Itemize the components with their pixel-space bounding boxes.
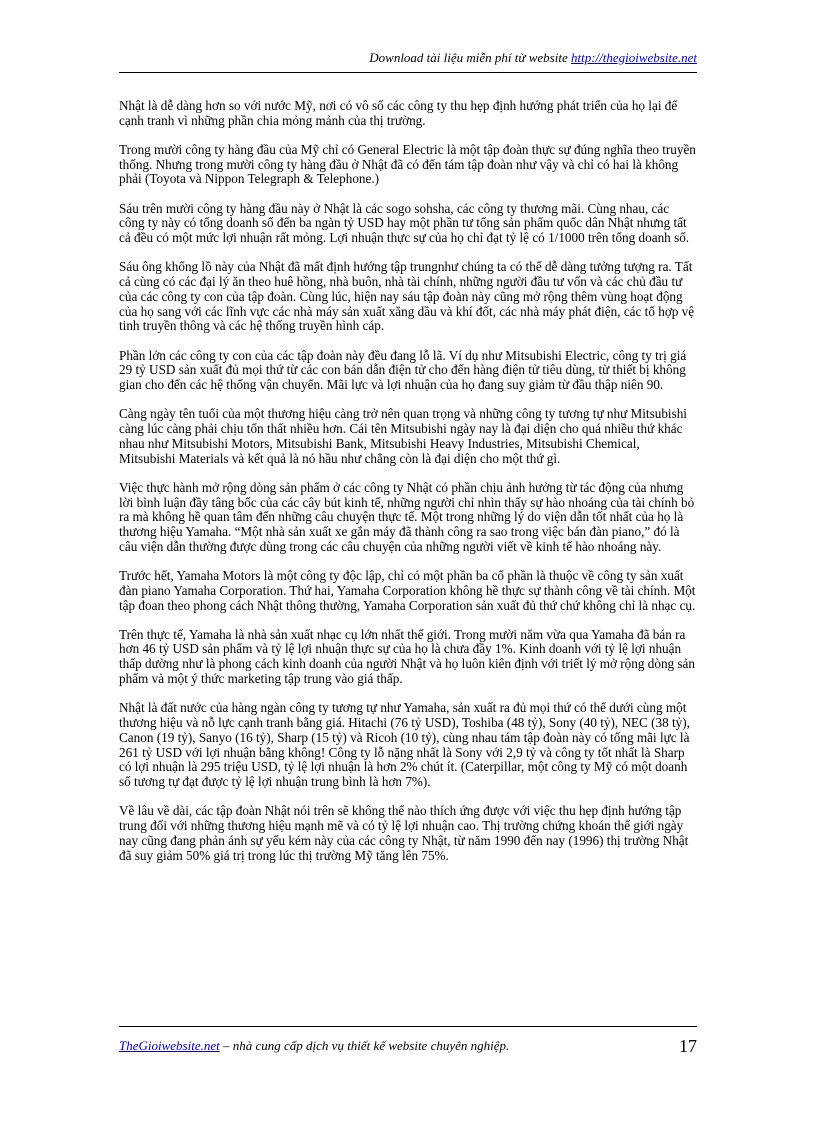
page-header (119, 50, 697, 66)
page-footer (119, 1038, 697, 1054)
header-website-link[interactable]: http://thegioiwebsite.net (570, 50, 697, 65)
paragraph: Trên thực tế, Yamaha là nhà sản xuất nhạc cụ lớn nhất thế giới. Trong mười năm vừa qua Yamaha đã bán ra hơn 46 tỷ USD sản phẩm và tỷ lệ lợi nhuận thực sự của họ là chưa đầy 1%. Kinh doanh với tỷ lệ lợi nhuận thấp dường như là phong cách kinh doanh của người Nhật và họ luôn kiên định với triết lý mở rộng dòng sản phẩm và một ý thức marketing tập trung vào giá thấp. (119, 626, 696, 687)
paragraph: Càng ngày tên tuổi của một thương hiệu càng trở nên quan trọng và những công ty tương tự như Mitsubishi càng lúc càng phải chịu tổn thất nhiều hơn. Cái tên Mitsubishi ngày nay là đại diện cho quá nhiều thứ khác nhau như Mitsubishi Motors, Mitsubishi Bank, Mitsubishi Heavy Industries, Mitsubishi Chemical, Mitsubishi Materials và kết quả là nó hầu như chẳng còn là đại diện cho một thứ gì. (119, 406, 687, 466)
page-number: 17 (679, 1036, 697, 1056)
paragraph: Về lâu về dài, các tập đoàn Nhật nói trên sẽ không thể nào thích ứng được với việc thu hẹp định hướng tập trung đối với những thương hiệu mạnh mẽ và có tỷ lệ lợi nhuận cao. Thị trường chứng khoán thế giới ngày nay cũng đang phản ánh sự yếu kém này của các công ty Nhật, từ năm 1990 đến nay (1996) thị trường Nhật đã suy giảm 50% giá trị trong lúc thị trường Mỹ tăng lên 75%. (119, 803, 689, 863)
paragraph: Nhật là đất nước của hàng ngàn công ty tương tự như Yamaha, sản xuất ra đủ mọi thứ có thể dưới cùng một thương hiệu và nỗ lực cạnh tranh bằng giá. Hitachi (76 tỷ USD), Toshiba (48 tỷ), Sony (40 tỷ), NEC (38 tỷ), Canon (19 tỷ), Sanyo (16 tỷ), Sharp (15 tỷ) và Ricoh (10 tỷ), cùng nhau tám tập đoàn này có tổng mãi lực là 261 tỷ USD với lợi nhuận bằng không! Công ty lỗ nặng nhất là Sony với 2,9 tỷ và công ty tốt nhất là Sharp có lợi nhuận là 295 triệu USD, tỷ lệ lợi nhuận là hơn 2% chút ít. (Caterpillar, một công ty Mỹ có một doanh số tương tự đạt được tỷ lệ lợi nhuận trung bình là hơn 7%). (119, 700, 690, 790)
footer-divider (119, 1026, 697, 1027)
footer-website-link[interactable]: TheGioiwebsite.net (119, 1038, 220, 1053)
footer-text: – nhà cung cấp dịch vụ thiết kế website chuyên nghiệp. (219, 1038, 510, 1053)
paragraph: Trước hết, Yamaha Motors là một công ty độc lập, chỉ có một phần ba cổ phần là thuộc về công ty sản xuất đàn piano Yamaha Corporation. Thứ hai, Yamaha Corporation không hề thực sự thành công về tài chính. Một tập đoan theo phong cách Nhật thông thường, Yamaha Corporation sản xuất đủ thứ chứ không chỉ là nhạc cụ. (119, 568, 696, 613)
paragraph: Việc thực hành mở rộng dòng sản phẩm ở các công ty Nhật có phần chịu ảnh hưởng từ tác động của nhưng lời bình luận đầy tâng bốc của các cây bút kinh tế, những người chỉ nhìn thấy sự hào nhoáng của tài chính bỏ ra mà không hề quan tâm đến những câu chuyện thực tế. Một trong những lý do viện dẫn tốt nhất của họ là thương hiệu Yamaha. “Một nhà sản xuất xe gắn máy đã thành công ra sao trong việc bán đàn piano,” đó là câu viện dẫn thường được dùng trong các câu chuyện của những người viết về kinh tế hào nhoáng này. (119, 479, 695, 554)
header-divider (119, 72, 697, 73)
paragraph: Nhật là dễ dàng hơn so với nước Mỹ, nơi có vô số các công ty thu hẹp định hướng phát triển của họ lại để cạnh tranh vì những phần chia mỏng mảnh của thị trường. (119, 98, 678, 128)
paragraph: Trong mười công ty hàng đầu của Mỹ chỉ có General Electric là một tập đoàn thực sự đúng nghĩa theo truyền thống. Nhưng trong mười công ty hàng đầu ở Nhật đã có đến tám tập đoàn như vậy và chỉ có hai là không phải (Toyota và Nippon Telegraph & Telephone.) (119, 141, 696, 187)
paragraph: Sáu trên mười công ty hàng đầu này ở Nhật là các sogo sohsha, các công ty thương mãi. Cùng nhau, các công ty này có tổng doanh số đến ba ngàn tỷ USD hay một phần tư tổng sản phẩm quốc dân Nhật nhưng tất cả đều có một mức lợi nhuận rất mỏng. Lợi nhuận thực sự của họ chỉ đạt tỷ lệ có 1/1000 trên tổng doanh số. (119, 200, 690, 246)
header-text: Download tài liệu miễn phí từ website (369, 50, 571, 65)
paragraph: Sáu ông khổng lồ này của Nhật đã mất định hướng tập trungnhư chúng ta có thể dễ dàng tưởng tượng ra. Tất cả cùng có các đại lý ăn theo huê hồng, nhà buôn, nhà tài chính, những người đầu tư vốn và các chủ đầu tư của các công ty con của tập đoàn. Cùng lúc, hiện nay sáu tập đoàn này cũng mở rộng thêm vùng hoạt động của họ sang với các lĩnh vực các nhà máy sản xuất xăng dầu và khí đốt, các nhà máy phát điện, các tổ hợp vệ tinh truyền thông và các hệ thống truyền hình cáp. (119, 259, 695, 334)
paragraph: Phần lớn các công ty con của các tập đoàn này đều đang lỗ lã. Ví dụ như Mitsubishi Electric, công ty trị giá 29 tỷ USD sản xuất đủ mọi thứ từ các con bán dẫn điện tử cho đến hàng điện tử tiêu dùng, từ thiết bị không gian cho đến các hệ thống vận chuyển. Mãi lực và lợi nhuận của họ đang suy giảm từ đầu thập niên 90. (119, 347, 687, 393)
document-body (119, 99, 697, 878)
